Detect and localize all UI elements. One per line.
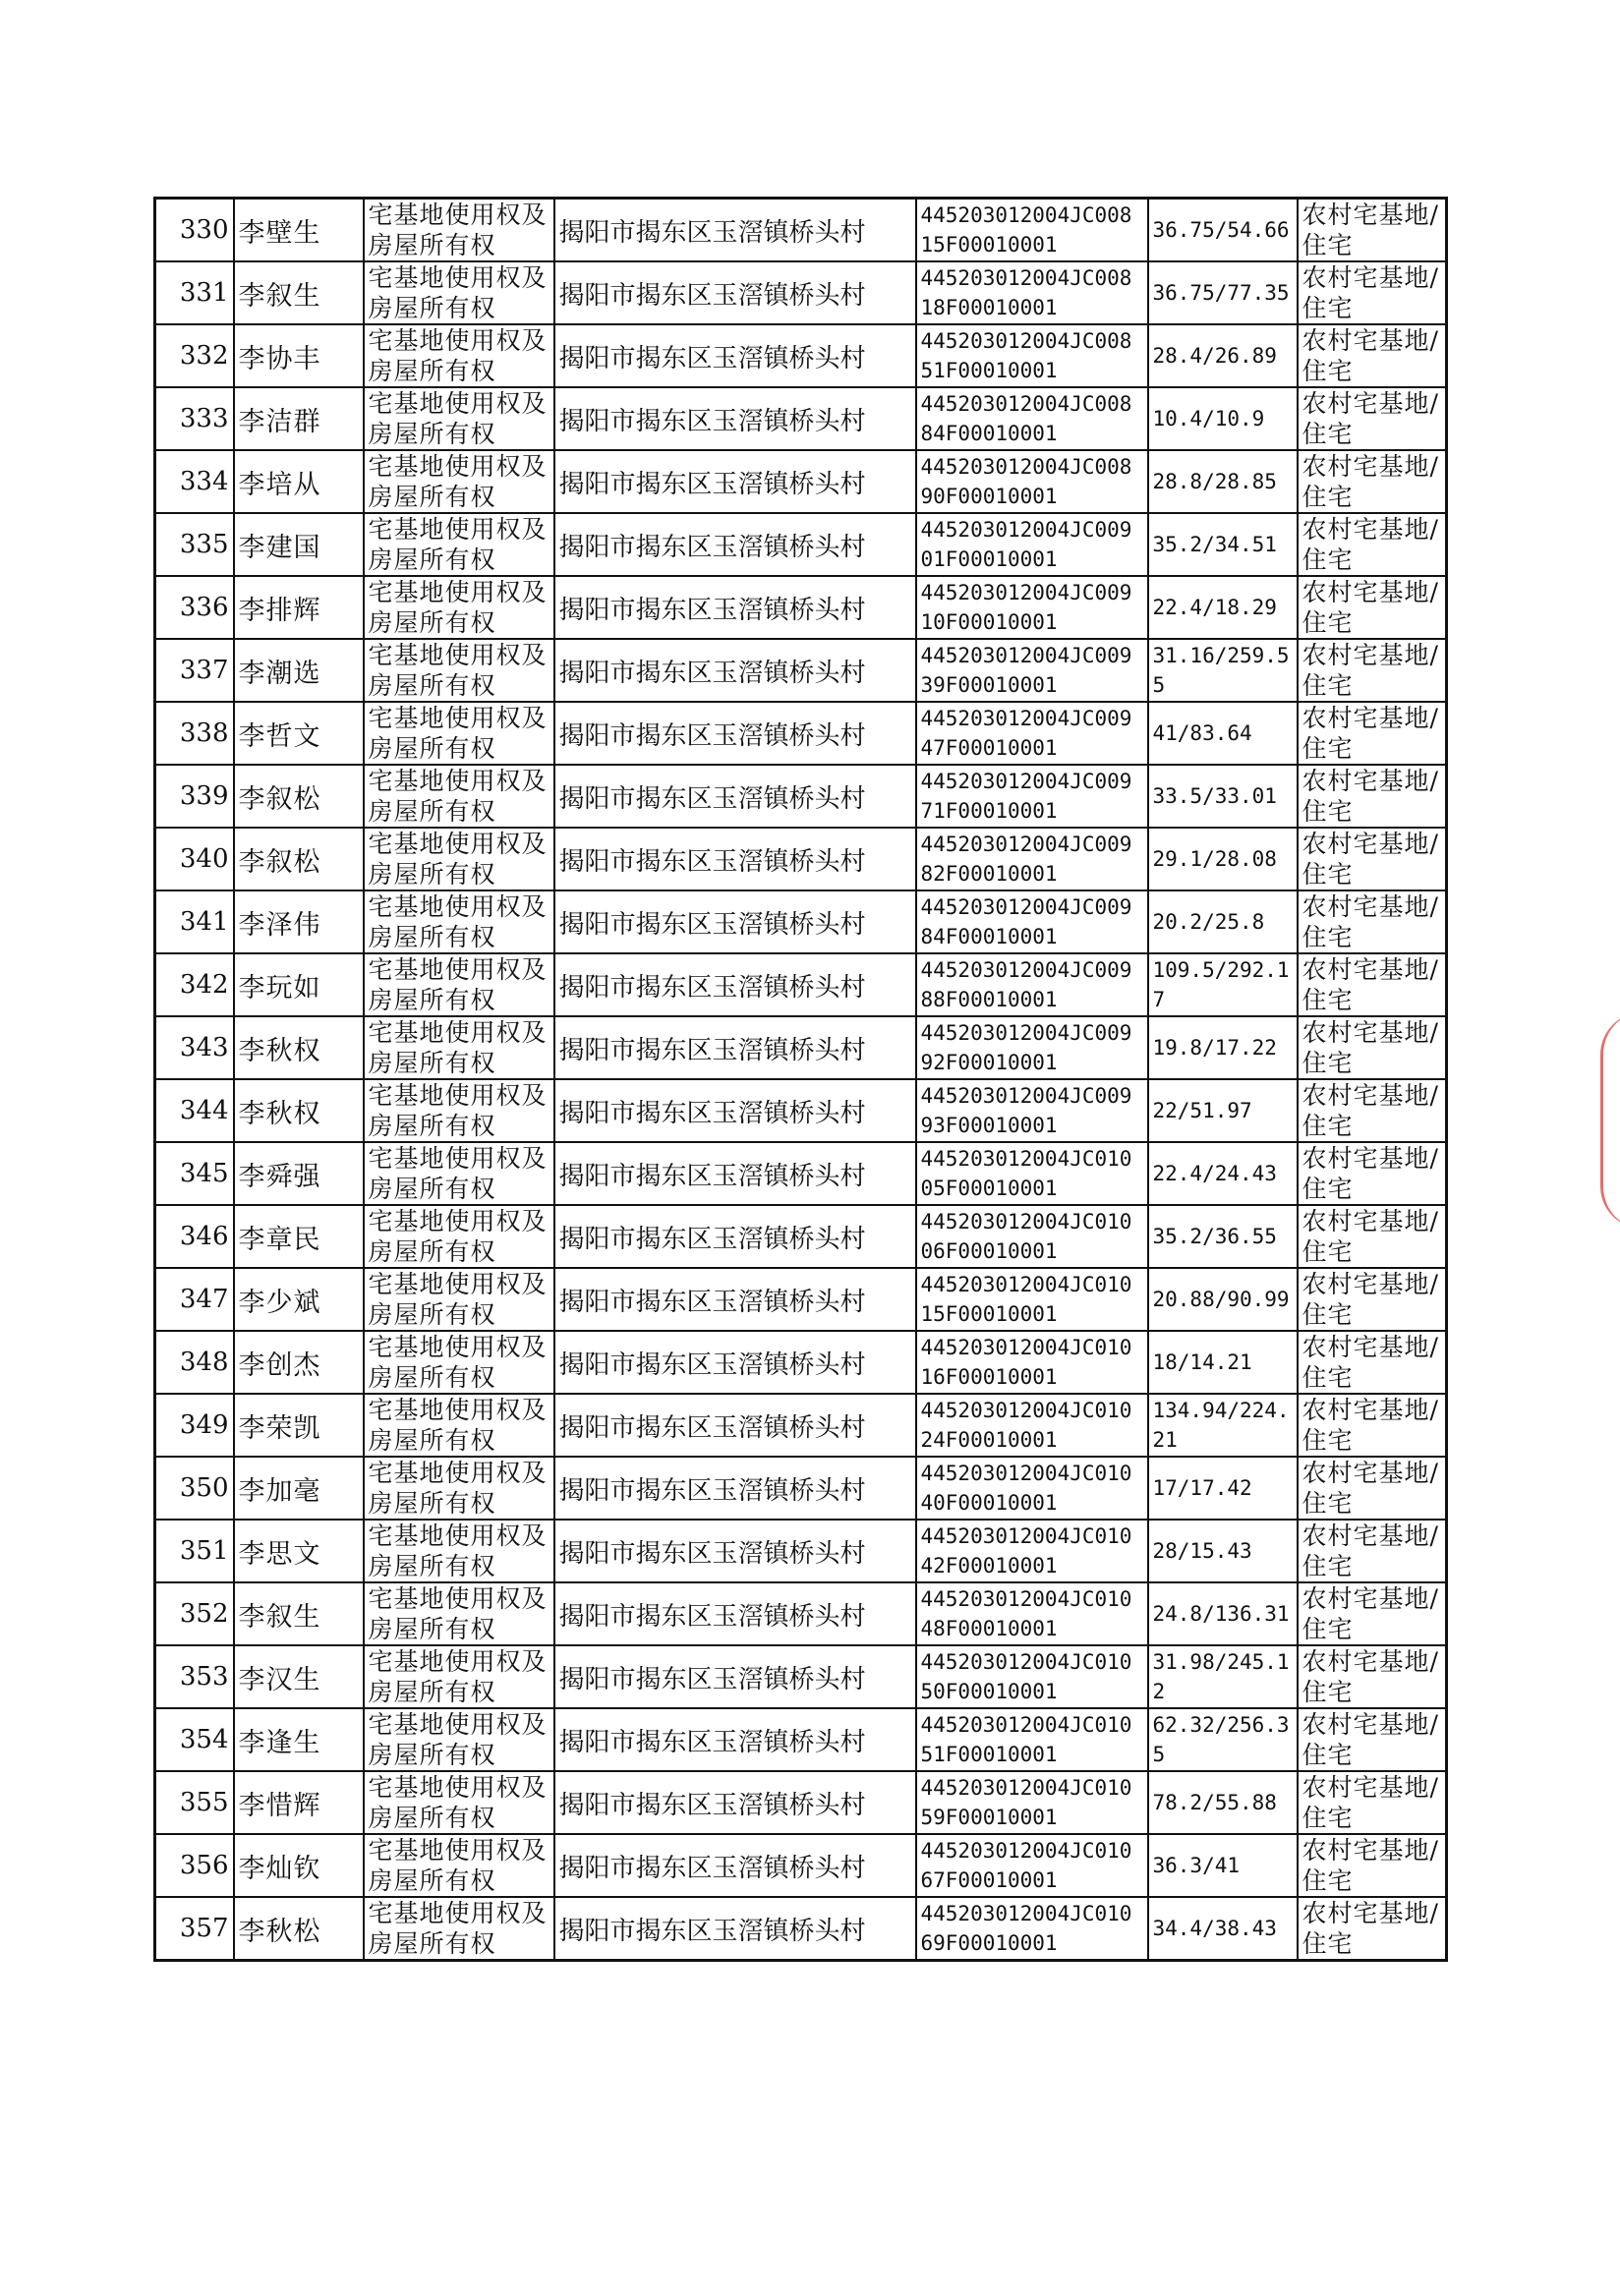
owner-name: 李哲文 <box>234 702 364 765</box>
registry-table <box>153 197 1448 1962</box>
area: 36.75/54.66 <box>1148 199 1298 262</box>
row-number: 350 <box>155 1457 234 1520</box>
right-type: 宅基地使用权及房屋所有权 <box>364 324 554 387</box>
right-type: 宅基地使用权及房屋所有权 <box>364 1520 554 1582</box>
land-use: 农村宅基地/住宅 <box>1298 1331 1447 1394</box>
row-number: 354 <box>155 1708 234 1771</box>
location: 揭阳市揭东区玉滘镇桥头村 <box>554 1771 916 1834</box>
area: 22/51.97 <box>1148 1079 1298 1142</box>
owner-name: 李汉生 <box>234 1645 364 1708</box>
table-row <box>155 1268 1447 1331</box>
location: 揭阳市揭东区玉滘镇桥头村 <box>554 1708 916 1771</box>
table-row <box>155 1897 1447 1961</box>
area: 109.5/292.17 <box>1148 953 1298 1016</box>
table-row <box>155 702 1447 765</box>
location: 揭阳市揭东区玉滘镇桥头村 <box>554 702 916 765</box>
area: 33.5/33.01 <box>1148 765 1298 828</box>
table-row <box>155 324 1447 387</box>
unit-code: 445203012004JC01048F00010001 <box>916 1582 1148 1645</box>
row-number: 330 <box>155 199 234 262</box>
location: 揭阳市揭东区玉滘镇桥头村 <box>554 639 916 702</box>
unit-code: 445203012004JC01051F00010001 <box>916 1708 1148 1771</box>
land-use: 农村宅基地/住宅 <box>1298 890 1447 953</box>
owner-name: 李排辉 <box>234 576 364 639</box>
area: 35.2/36.55 <box>1148 1205 1298 1268</box>
area: 22.4/18.29 <box>1148 576 1298 639</box>
right-type: 宅基地使用权及房屋所有权 <box>364 1142 554 1205</box>
owner-name: 李泽伟 <box>234 890 364 953</box>
right-type: 宅基地使用权及房屋所有权 <box>364 1834 554 1897</box>
area: 10.4/10.9 <box>1148 387 1298 450</box>
unit-code: 445203012004JC00988F00010001 <box>916 953 1148 1016</box>
location: 揭阳市揭东区玉滘镇桥头村 <box>554 1016 916 1079</box>
right-type: 宅基地使用权及房屋所有权 <box>364 639 554 702</box>
land-use: 农村宅基地/住宅 <box>1298 1771 1447 1834</box>
unit-code: 445203012004JC01069F00010001 <box>916 1897 1148 1961</box>
owner-name: 李舜强 <box>234 1142 364 1205</box>
unit-code: 445203012004JC01015F00010001 <box>916 1268 1148 1331</box>
owner-name: 李叙松 <box>234 828 364 890</box>
row-number: 342 <box>155 953 234 1016</box>
table-row <box>155 1834 1447 1897</box>
location: 揭阳市揭东区玉滘镇桥头村 <box>554 576 916 639</box>
table-row <box>155 890 1447 953</box>
table-row <box>155 199 1447 262</box>
right-type: 宅基地使用权及房屋所有权 <box>364 1331 554 1394</box>
unit-code: 445203012004JC00947F00010001 <box>916 702 1148 765</box>
row-number: 343 <box>155 1016 234 1079</box>
area: 34.4/38.43 <box>1148 1897 1298 1961</box>
table-row <box>155 1016 1447 1079</box>
right-type: 宅基地使用权及房屋所有权 <box>364 1897 554 1961</box>
table-row <box>155 1708 1447 1771</box>
unit-code: 445203012004JC00971F00010001 <box>916 765 1148 828</box>
area: 36.75/77.35 <box>1148 261 1298 324</box>
location: 揭阳市揭东区玉滘镇桥头村 <box>554 1457 916 1520</box>
table-row <box>155 639 1447 702</box>
right-type: 宅基地使用权及房屋所有权 <box>364 387 554 450</box>
unit-code: 445203012004JC01050F00010001 <box>916 1645 1148 1708</box>
unit-code: 445203012004JC01016F00010001 <box>916 1331 1148 1394</box>
land-use: 农村宅基地/住宅 <box>1298 1457 1447 1520</box>
row-number: 352 <box>155 1582 234 1645</box>
right-type: 宅基地使用权及房屋所有权 <box>364 1205 554 1268</box>
area: 78.2/55.88 <box>1148 1771 1298 1834</box>
owner-name: 李秋松 <box>234 1897 364 1961</box>
owner-name: 李洁群 <box>234 387 364 450</box>
table-row <box>155 1520 1447 1582</box>
row-number: 336 <box>155 576 234 639</box>
owner-name: 李玩如 <box>234 953 364 1016</box>
row-number: 333 <box>155 387 234 450</box>
location: 揭阳市揭东区玉滘镇桥头村 <box>554 1142 916 1205</box>
row-number: 351 <box>155 1520 234 1582</box>
land-use: 农村宅基地/住宅 <box>1298 450 1447 513</box>
area: 41/83.64 <box>1148 702 1298 765</box>
row-number: 357 <box>155 1897 234 1961</box>
unit-code: 445203012004JC00984F00010001 <box>916 890 1148 953</box>
right-type: 宅基地使用权及房屋所有权 <box>364 261 554 324</box>
red-seal-stamp <box>1600 1012 1620 1229</box>
row-number: 345 <box>155 1142 234 1205</box>
location: 揭阳市揭东区玉滘镇桥头村 <box>554 765 916 828</box>
table-row <box>155 1394 1447 1457</box>
row-number: 353 <box>155 1645 234 1708</box>
land-use: 农村宅基地/住宅 <box>1298 1834 1447 1897</box>
owner-name: 李叙生 <box>234 1582 364 1645</box>
row-number: 340 <box>155 828 234 890</box>
table-row <box>155 1771 1447 1834</box>
owner-name: 李叙松 <box>234 765 364 828</box>
table-row <box>155 576 1447 639</box>
land-use: 农村宅基地/住宅 <box>1298 1645 1447 1708</box>
row-number: 349 <box>155 1394 234 1457</box>
unit-code: 445203012004JC00982F00010001 <box>916 828 1148 890</box>
location: 揭阳市揭东区玉滘镇桥头村 <box>554 324 916 387</box>
unit-code: 445203012004JC01067F00010001 <box>916 1834 1148 1897</box>
area: 31.98/245.12 <box>1148 1645 1298 1708</box>
row-number: 338 <box>155 702 234 765</box>
right-type: 宅基地使用权及房屋所有权 <box>364 828 554 890</box>
location: 揭阳市揭东区玉滘镇桥头村 <box>554 1268 916 1331</box>
owner-name: 李逢生 <box>234 1708 364 1771</box>
owner-name: 李建国 <box>234 513 364 576</box>
land-use: 农村宅基地/住宅 <box>1298 1708 1447 1771</box>
unit-code: 445203012004JC00901F00010001 <box>916 513 1148 576</box>
right-type: 宅基地使用权及房屋所有权 <box>364 765 554 828</box>
unit-code: 445203012004JC01042F00010001 <box>916 1520 1148 1582</box>
area: 20.88/90.99 <box>1148 1268 1298 1331</box>
table-row <box>155 1457 1447 1520</box>
area: 18/14.21 <box>1148 1331 1298 1394</box>
row-number: 331 <box>155 261 234 324</box>
row-number: 341 <box>155 890 234 953</box>
row-number: 337 <box>155 639 234 702</box>
area: 36.3/41 <box>1148 1834 1298 1897</box>
land-use: 农村宅基地/住宅 <box>1298 513 1447 576</box>
unit-code: 445203012004JC00890F00010001 <box>916 450 1148 513</box>
row-number: 346 <box>155 1205 234 1268</box>
land-use: 农村宅基地/住宅 <box>1298 1520 1447 1582</box>
land-use: 农村宅基地/住宅 <box>1298 639 1447 702</box>
table-row <box>155 1205 1447 1268</box>
unit-code: 445203012004JC00910F00010001 <box>916 576 1148 639</box>
owner-name: 李荣凯 <box>234 1394 364 1457</box>
land-use: 农村宅基地/住宅 <box>1298 576 1447 639</box>
right-type: 宅基地使用权及房屋所有权 <box>364 953 554 1016</box>
owner-name: 李惜辉 <box>234 1771 364 1834</box>
right-type: 宅基地使用权及房屋所有权 <box>364 890 554 953</box>
area: 134.94/224.21 <box>1148 1394 1298 1457</box>
unit-code: 445203012004JC01040F00010001 <box>916 1457 1148 1520</box>
land-use: 农村宅基地/住宅 <box>1298 1897 1447 1961</box>
location: 揭阳市揭东区玉滘镇桥头村 <box>554 890 916 953</box>
area: 28/15.43 <box>1148 1520 1298 1582</box>
right-type: 宅基地使用权及房屋所有权 <box>364 1079 554 1142</box>
table-body <box>155 199 1447 1961</box>
land-use: 农村宅基地/住宅 <box>1298 828 1447 890</box>
area: 28.8/28.85 <box>1148 450 1298 513</box>
area: 31.16/259.55 <box>1148 639 1298 702</box>
unit-code: 445203012004JC01005F00010001 <box>916 1142 1148 1205</box>
area: 24.8/136.31 <box>1148 1582 1298 1645</box>
owner-name: 李叙生 <box>234 261 364 324</box>
right-type: 宅基地使用权及房屋所有权 <box>364 1016 554 1079</box>
table-row <box>155 261 1447 324</box>
location: 揭阳市揭东区玉滘镇桥头村 <box>554 1079 916 1142</box>
unit-code: 445203012004JC01006F00010001 <box>916 1205 1148 1268</box>
land-use: 农村宅基地/住宅 <box>1298 1016 1447 1079</box>
table-row <box>155 765 1447 828</box>
table-row <box>155 953 1447 1016</box>
row-number: 348 <box>155 1331 234 1394</box>
land-use: 农村宅基地/住宅 <box>1298 1142 1447 1205</box>
location: 揭阳市揭东区玉滘镇桥头村 <box>554 199 916 262</box>
owner-name: 李壁生 <box>234 199 364 262</box>
right-type: 宅基地使用权及房屋所有权 <box>364 702 554 765</box>
location: 揭阳市揭东区玉滘镇桥头村 <box>554 1582 916 1645</box>
right-type: 宅基地使用权及房屋所有权 <box>364 576 554 639</box>
owner-name: 李秋权 <box>234 1016 364 1079</box>
owner-name: 李灿钦 <box>234 1834 364 1897</box>
location: 揭阳市揭东区玉滘镇桥头村 <box>554 828 916 890</box>
right-type: 宅基地使用权及房屋所有权 <box>364 1394 554 1457</box>
location: 揭阳市揭东区玉滘镇桥头村 <box>554 1645 916 1708</box>
table-row <box>155 1645 1447 1708</box>
unit-code: 445203012004JC01059F00010001 <box>916 1771 1148 1834</box>
right-type: 宅基地使用权及房屋所有权 <box>364 1457 554 1520</box>
right-type: 宅基地使用权及房屋所有权 <box>364 1268 554 1331</box>
owner-name: 李潮选 <box>234 639 364 702</box>
land-use: 农村宅基地/住宅 <box>1298 387 1447 450</box>
right-type: 宅基地使用权及房屋所有权 <box>364 513 554 576</box>
unit-code: 445203012004JC00815F00010001 <box>916 199 1148 262</box>
location: 揭阳市揭东区玉滘镇桥头村 <box>554 1394 916 1457</box>
row-number: 339 <box>155 765 234 828</box>
owner-name: 李章民 <box>234 1205 364 1268</box>
area: 62.32/256.35 <box>1148 1708 1298 1771</box>
row-number: 344 <box>155 1079 234 1142</box>
location: 揭阳市揭东区玉滘镇桥头村 <box>554 261 916 324</box>
row-number: 355 <box>155 1771 234 1834</box>
owner-name: 李培从 <box>234 450 364 513</box>
land-use: 农村宅基地/住宅 <box>1298 1205 1447 1268</box>
location: 揭阳市揭东区玉滘镇桥头村 <box>554 513 916 576</box>
row-number: 347 <box>155 1268 234 1331</box>
owner-name: 李协丰 <box>234 324 364 387</box>
land-use: 农村宅基地/住宅 <box>1298 1582 1447 1645</box>
right-type: 宅基地使用权及房屋所有权 <box>364 1771 554 1834</box>
table-row <box>155 1079 1447 1142</box>
right-type: 宅基地使用权及房屋所有权 <box>364 450 554 513</box>
unit-code: 445203012004JC00884F00010001 <box>916 387 1148 450</box>
area: 20.2/25.8 <box>1148 890 1298 953</box>
owner-name: 李秋权 <box>234 1079 364 1142</box>
row-number: 356 <box>155 1834 234 1897</box>
owner-name: 李少斌 <box>234 1268 364 1331</box>
unit-code: 445203012004JC00851F00010001 <box>916 324 1148 387</box>
owner-name: 李思文 <box>234 1520 364 1582</box>
table-row <box>155 1142 1447 1205</box>
land-use: 农村宅基地/住宅 <box>1298 702 1447 765</box>
right-type: 宅基地使用权及房屋所有权 <box>364 1645 554 1708</box>
land-use: 农村宅基地/住宅 <box>1298 953 1447 1016</box>
location: 揭阳市揭东区玉滘镇桥头村 <box>554 1520 916 1582</box>
land-use: 农村宅基地/住宅 <box>1298 1394 1447 1457</box>
location: 揭阳市揭东区玉滘镇桥头村 <box>554 387 916 450</box>
area: 29.1/28.08 <box>1148 828 1298 890</box>
location: 揭阳市揭东区玉滘镇桥头村 <box>554 1331 916 1394</box>
location: 揭阳市揭东区玉滘镇桥头村 <box>554 1834 916 1897</box>
table-row <box>155 828 1447 890</box>
land-use: 农村宅基地/住宅 <box>1298 199 1447 262</box>
table-row <box>155 450 1447 513</box>
owner-name: 李加毫 <box>234 1457 364 1520</box>
row-number: 332 <box>155 324 234 387</box>
area: 19.8/17.22 <box>1148 1016 1298 1079</box>
land-use: 农村宅基地/住宅 <box>1298 1079 1447 1142</box>
right-type: 宅基地使用权及房屋所有权 <box>364 199 554 262</box>
table-row <box>155 1582 1447 1645</box>
unit-code: 445203012004JC00818F00010001 <box>916 261 1148 324</box>
area: 17/17.42 <box>1148 1457 1298 1520</box>
land-use: 农村宅基地/住宅 <box>1298 261 1447 324</box>
land-use: 农村宅基地/住宅 <box>1298 324 1447 387</box>
right-type: 宅基地使用权及房屋所有权 <box>364 1582 554 1645</box>
land-use: 农村宅基地/住宅 <box>1298 1268 1447 1331</box>
unit-code: 445203012004JC00992F00010001 <box>916 1016 1148 1079</box>
table-row <box>155 513 1447 576</box>
table-row <box>155 387 1447 450</box>
land-use: 农村宅基地/住宅 <box>1298 765 1447 828</box>
location: 揭阳市揭东区玉滘镇桥头村 <box>554 953 916 1016</box>
unit-code: 445203012004JC00939F00010001 <box>916 639 1148 702</box>
row-number: 334 <box>155 450 234 513</box>
area: 22.4/24.43 <box>1148 1142 1298 1205</box>
row-number: 335 <box>155 513 234 576</box>
area: 28.4/26.89 <box>1148 324 1298 387</box>
owner-name: 李创杰 <box>234 1331 364 1394</box>
area: 35.2/34.51 <box>1148 513 1298 576</box>
table-row <box>155 1331 1447 1394</box>
location: 揭阳市揭东区玉滘镇桥头村 <box>554 1205 916 1268</box>
unit-code: 445203012004JC01024F00010001 <box>916 1394 1148 1457</box>
location: 揭阳市揭东区玉滘镇桥头村 <box>554 450 916 513</box>
unit-code: 445203012004JC00993F00010001 <box>916 1079 1148 1142</box>
location: 揭阳市揭东区玉滘镇桥头村 <box>554 1897 916 1961</box>
right-type: 宅基地使用权及房屋所有权 <box>364 1708 554 1771</box>
